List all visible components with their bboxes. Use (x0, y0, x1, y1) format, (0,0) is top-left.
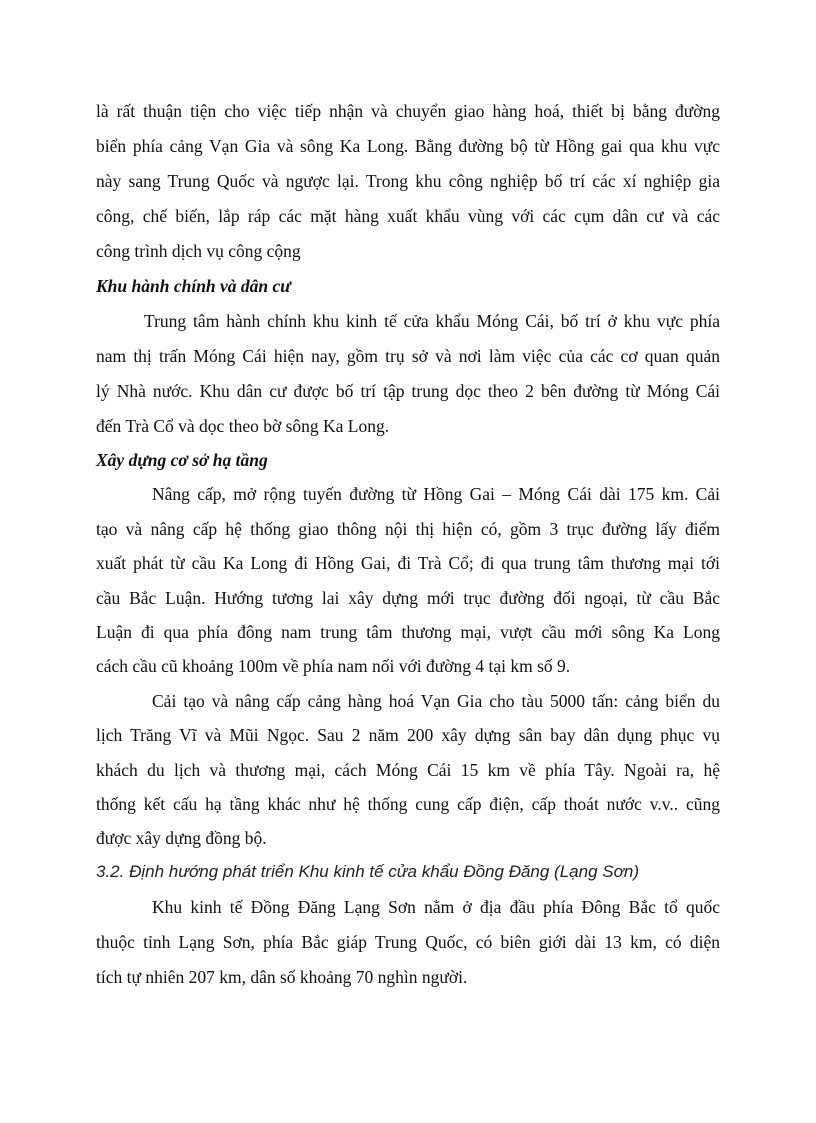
paragraph-1-line-5: công trình dịch vụ công cộng (96, 241, 301, 261)
paragraph-5-line-1: Khu kinh tế Đồng Đăng Lạng Sơn nằm ở địa đầu phía Đông Bắc tổ quốc (152, 897, 720, 917)
section-heading-infrastructure: Xây dựng cơ sở hạ tầng (96, 450, 268, 470)
paragraph-4-line-2: lịch Trăng Vĩ và Mũi Ngọc. Sau 2 năm 200 xây dựng sân bay dân dụng phục vụ (96, 725, 720, 745)
paragraph-2-line-4: đến Trà Cổ và dọc theo bờ sông Ka Long. (96, 416, 390, 436)
paragraph-4-line-5: được xây dựng đồng bộ. (96, 828, 267, 848)
paragraph-3-line-4: cầu Bắc Luận. Hướng tương lai xây dựng mới trục đường đối ngoại, từ cầu Bắc (96, 588, 720, 608)
paragraph-4-line-4: thống kết cấu hạ tầng khác như hệ thống cung cấp điện, cấp thoát nước v.v.. cũng (96, 794, 720, 814)
paragraph-3-line-5: Luận đi qua phía đông nam trung tâm thương mại, vượt cầu mới sông Ka Long (96, 622, 720, 642)
paragraph-1-line-2: biển phía cảng Vạn Gia và sông Ka Long. Bằng đường bộ từ Hồng gai qua khu vực (96, 136, 720, 156)
section-heading-administrative: Khu hành chính và dân cư (96, 276, 291, 296)
paragraph-2-line-3: lý Nhà nước. Khu dân cư được bố trí tập trung dọc theo 2 bên đường từ Móng Cái (96, 381, 720, 401)
paragraph-1-line-3: này sang Trung Quốc và ngược lại. Trong khu công nghiệp bố trí các xí nghiệp gia (96, 171, 720, 191)
paragraph-3-line-6: cách cầu cũ khoảng 100m về phía nam nối với đường 4 tại km số 9. (96, 656, 571, 676)
paragraph-2-line-2: nam thị trấn Móng Cái hiện nay, gồm trụ sở và nơi làm việc của các cơ quan quản (96, 346, 720, 366)
paragraph-3-line-3: xuất phát từ cầu Ka Long đi Hồng Gai, đi Trà Cổ; đi qua trung tâm thương mại tới (96, 553, 720, 573)
paragraph-3-line-2: tạo và nâng cấp hệ thống giao thông nội thị hiện có, gồm 3 trục đường lấy điểm (96, 519, 720, 539)
section-subheading-3-2: 3.2. Định hướng phát triển Khu kinh tế cửa khẩu Đồng Đăng (Lạng Sơn) (96, 862, 639, 881)
paragraph-5-line-2: thuộc tỉnh Lạng Sơn, phía Bắc giáp Trung Quốc, có biên giới dài 13 km, có diện (96, 932, 720, 952)
paragraph-2-line-1: Trung tâm hành chính khu kinh tế cửa khẩu Móng Cái, bố trí ở khu vực phía (144, 311, 720, 331)
paragraph-1-line-4: công, chế biến, lắp ráp các mặt hàng xuất khẩu vùng với các cụm dân cư và các (96, 206, 720, 226)
paragraph-4-line-1: Cải tạo và nâng cấp cảng hàng hoá Vạn Gia cho tàu 5000 tấn: cảng biển du (152, 691, 720, 711)
paragraph-3-line-1: Nâng cấp, mở rộng tuyến đường từ Hồng Gai – Móng Cái dài 175 km. Cải (152, 484, 720, 504)
paragraph-1-line-1: là rất thuận tiện cho việc tiếp nhận và chuyển giao hàng hoá, thiết bị bằng đường (96, 101, 720, 121)
paragraph-4-line-3: khách du lịch và thương mại, cách Móng Cái 15 km về phía Tây. Ngoài ra, hệ (96, 760, 720, 780)
paragraph-5-line-3: tích tự nhiên 207 km, dân số khoảng 70 nghìn người. (96, 967, 468, 987)
